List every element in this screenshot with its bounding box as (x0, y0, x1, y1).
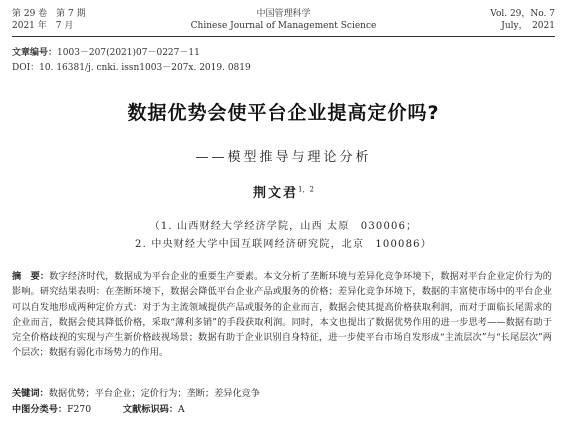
header-rule (12, 36, 555, 37)
doi-line (12, 60, 251, 73)
volume-cn: 第 29 卷 第 7 期 (12, 9, 86, 19)
author-sup: 1，2 (298, 185, 314, 194)
article-number-value: 1003－207(2021)07－0227－11 (57, 48, 200, 58)
keywords-text: 数据优势；平台企业；定价行为；垄断；差异化竞争 (48, 388, 261, 399)
doi-label: DOI： (12, 63, 40, 73)
classification (12, 401, 185, 415)
paper-title: 数据优势会使平台企业提高定价吗? (127, 102, 440, 124)
journal-en: Chinese Journal of Management Science (190, 21, 377, 31)
affiliation-2: 2. 中央财经大学中国互联网经济研究院，北京 100086） (135, 239, 432, 250)
running-header (12, 8, 555, 36)
classification-value: F270 (67, 404, 92, 415)
header-center (12, 8, 555, 32)
classification-label: 中图分类号： (12, 404, 68, 415)
author-name: 荆文君 (253, 186, 299, 201)
affiliation-1: （1. 山西财经大学经济学院，山西 太原 030006； (149, 221, 418, 232)
doi-value: 10. 16381/j. cnki. issn1003－207x. 2019. 0819 (39, 63, 251, 73)
abstract-text: 数字经济时代，数据成为平台企业的重要生产要素。本文分析了垄断环境与差异化竞争环境下，数据对平台企业定价行为的影响。研究结果表明：在垄断环境下，数据会降低平台企业产品或服务的价格；差异化竞争环境下，数据的丰富使市场中的平台企业可以自发地形成两种定价方式：对于为主流领域提供产品或服务的企业而言，数据会使其提高价格获取利润，而对于面临长尾需求的企业而言，数据会使其降低价格，采取“薄利多销”的手段获取利润。同时，本文也提出了数据优势作用的进一步思考——数据有助于完全价格歧视的实现与产生新价格歧视场景；数据有助于企业识别自身特征，进一步使平台市场自发形成“主流层次”与“长尾层次”两个层次；数据有弱化市场势力的作用。 (12, 271, 552, 359)
doc-code-label: 文献标识码： (122, 404, 179, 415)
paper-subtitle: ——模型推导与理论分析 (195, 150, 372, 165)
volume-en: Vol. 29，No. 7 (490, 9, 555, 19)
date-cn: 2021 年 7 月 (12, 21, 74, 31)
keywords-label: 关键词： (12, 388, 49, 399)
article-number-label: 文章编号： (12, 48, 58, 58)
abstract (12, 269, 552, 361)
author (0, 182, 567, 201)
keywords (12, 385, 260, 399)
article-number (12, 45, 200, 58)
abstract-label: 摘 要： (12, 271, 50, 282)
journal-cn: 中国管理科学 (256, 9, 311, 19)
header-right (490, 8, 555, 32)
date-en: July， 2021 (501, 21, 555, 31)
doc-code-value: A (178, 404, 185, 415)
